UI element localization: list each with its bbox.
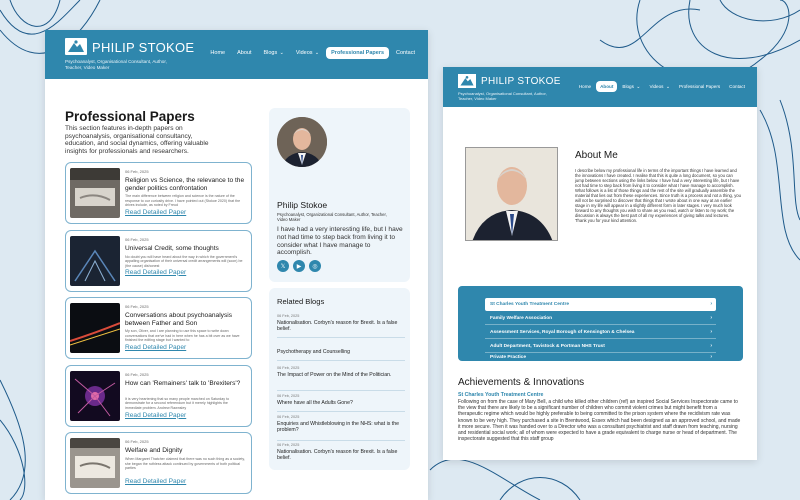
nav-videos[interactable]	[291, 47, 324, 59]
about-title: About Me	[575, 150, 618, 161]
read-paper-link[interactable]: Read Detailed Paper	[125, 268, 187, 276]
nav-about[interactable]: About	[237, 50, 252, 56]
achievements-subtitle: St Charles Youth Treatment Centre	[458, 392, 544, 398]
site-header	[443, 67, 757, 107]
career-menu-item[interactable]	[485, 354, 716, 361]
nav-contact[interactable]: Contact	[729, 83, 745, 89]
paper-list	[65, 162, 252, 500]
about-page	[443, 67, 757, 460]
achievements-text: Following on from the case of Mary Bell, a child who killed other children (ref) an inspired Social Services Inspectorate came to the view that there are likely to be a significant number of children who commit violent crimes but might benefit from a therapeutic regime which would be highly preferable to being committed to the prison system where the recidivism rate was known to be very high. They purchased a site in Brentwood, Essex which had been designed as an approved school, and made it more secure. Then it was handed over to a Director who was a consultant psychiatrist and staff drawn from teaching, nursing and residential social work; all of whom were expected to have a grade equivalent to charge nurse or head of department. The inspectorate suggested that this staff group	[458, 399, 741, 443]
read-paper-link[interactable]: Read Detailed Paper	[125, 344, 187, 351]
nav-home[interactable]: Home	[210, 50, 226, 56]
instagram-icon[interactable]: ◎	[309, 260, 321, 272]
avatar	[277, 117, 327, 167]
related-blog-date: 06 Feb, 2025	[277, 314, 300, 318]
career-menu-label: Private Practice	[490, 355, 527, 360]
paper-card[interactable]	[65, 297, 252, 359]
chevron-right-icon: ›	[710, 301, 712, 307]
chevron-down-icon: ⌄	[313, 50, 320, 56]
paper-thumbnail	[70, 438, 120, 488]
nav-professional-papers[interactable]: Professional Papers	[679, 83, 721, 89]
chevron-down-icon: ⌄	[278, 50, 284, 56]
read-paper-link[interactable]: Read Detailed Paper	[125, 478, 187, 485]
chevron-right-icon: ›	[710, 343, 712, 349]
related-blog-title[interactable]: Where have all the Adults Gone?	[277, 400, 353, 406]
professional-papers-page	[45, 30, 428, 500]
paper-date: 06 Feb, 2025	[125, 236, 149, 242]
divider	[277, 390, 405, 391]
related-blogs	[269, 288, 410, 470]
profile-card	[269, 108, 410, 282]
paper-thumbnail	[70, 303, 120, 353]
paper-card[interactable]	[65, 230, 252, 292]
youtube-icon[interactable]: ▶	[293, 260, 305, 272]
read-paper-link[interactable]: Read Detailed Paper	[125, 209, 187, 216]
nav-professional-papers[interactable]: Professional Papers	[326, 47, 389, 59]
related-blog-title[interactable]: Nationalisation. Corbyn's reason for Brexit. Is a false belief.	[277, 449, 398, 462]
paper-card[interactable]	[65, 162, 252, 224]
paper-excerpt: When Margaret Thatcher claimed that there was no such thing as a society, she began the ruthless attack continued by governments of both political parties	[125, 457, 245, 471]
related-blog-title[interactable]: Nationalisation. Corbyn's reason for Brexit. Is a false belief.	[277, 320, 398, 333]
nav-about[interactable]: About	[596, 81, 617, 92]
nav-blogs-label: Blogs	[263, 50, 278, 56]
chevron-right-icon: ›	[710, 315, 712, 321]
paper-card[interactable]	[65, 432, 252, 494]
paper-excerpt: It is very heartening that so many people marched on Saturday to demonstrate for a second referendum but it merely highlights the immediate problem. Andrew Rawnsley	[125, 396, 230, 410]
career-menu-item[interactable]	[485, 340, 716, 353]
main-nav	[203, 47, 420, 59]
career-menu-label: St Charles Youth Treatment Centre	[490, 302, 569, 307]
paper-title[interactable]: Religion vs Science, the relevance to the gender politics confrontation	[125, 177, 245, 192]
brand-name[interactable]: PHILIP STOKOE	[481, 76, 561, 87]
related-blog-item[interactable]	[277, 443, 405, 461]
paper-excerpt: The main difference between religion and science is the nature of the response to our curiosity drive. I have pointed out (Stokoe 2020) that the drives include, as noted by Freud	[125, 194, 241, 208]
related-blog-title[interactable]: The Impact of Power on the Mind of the Politician.	[277, 372, 392, 378]
profile-quote: I have had a very interesting life, but I have not had time to step back from living it to consider what I have manage to accomplish.	[277, 226, 403, 257]
paper-excerpt: No doubt you will have heard about the way in which the government's appalling organisation of their universal credit arrangements will (soon) be (the cause) dishonest	[125, 254, 243, 268]
nav-videos-label: Videos	[295, 50, 313, 56]
profile-roles: Psychoanalyst, Organizational Consultant, Author, Teacher, Video Maker	[277, 212, 387, 223]
nav-videos-label: Videos	[649, 83, 664, 89]
related-blog-date: 06 Feb, 2025	[277, 366, 300, 370]
career-menu-item[interactable]	[485, 326, 716, 339]
career-menu-label: Family Welfare Association	[490, 316, 553, 321]
read-paper-link[interactable]: Read Detailed Paper	[125, 411, 187, 419]
achievements-title: Achievements & Innovations	[458, 377, 585, 388]
nav-blogs[interactable]	[618, 81, 644, 92]
related-blog-date: 06 Feb, 2025	[277, 415, 300, 419]
paper-date: 06 Feb, 2025	[125, 371, 149, 377]
related-blog-date: 06 Feb, 2025	[277, 443, 300, 447]
about-text: I describe below my professional life in terms of the important things I have learned and the innovations I have created. I realise that this is quite a long document, so you can jump between sections using the links below. I have had a very interesting life, but I have not had time to step back from living it to consider what I have manage to accomplish. What follows is a list of those things and the rest of the site will gradually assemble the material that lies out from these experiences. Since truth is a process and not a thing, you will not be surprised to discover that things that I wrote about in one way at an earlier stage in my life will appear in a slightly different form in later stages. I very much look forward to any thoughts you wish to share as you read, watch or listen to my work; the discussion is always the best part of all my experiences of giving talks and lectures. Thank you for your kind attention.	[575, 168, 741, 223]
paper-title[interactable]: Welfare and Dignity	[125, 447, 183, 454]
social-links	[277, 260, 325, 272]
paper-card[interactable]	[65, 365, 252, 427]
related-blog-item[interactable]	[277, 314, 405, 332]
nav-contact[interactable]: Contact	[396, 50, 415, 56]
brand-tagline: Psychoanalyst, Organisational Consultant, Author, Teacher, Video Maker	[65, 59, 167, 70]
logo-icon[interactable]	[65, 38, 87, 55]
career-menu-label: Adult Department, Tavistock & Portman NHS Trust	[490, 344, 605, 349]
page-intro: This section features in-depth papers on psychoanalysis, organisational consultancy, education, and social dynamics, offering valuable insights for professionals and researchers.	[65, 125, 209, 155]
logo-icon[interactable]	[458, 74, 476, 88]
chevron-right-icon: ›	[710, 354, 712, 360]
nav-blogs-label: Blogs	[622, 83, 634, 89]
nav-videos[interactable]	[645, 81, 674, 92]
paper-thumbnail	[70, 168, 120, 218]
page-title: Professional Papers	[65, 109, 195, 124]
divider	[277, 440, 405, 441]
paper-date: 06 Feb, 2025	[125, 304, 149, 309]
related-blog-item[interactable]	[277, 366, 405, 378]
divider	[277, 411, 405, 412]
paper-thumbnail	[70, 236, 120, 286]
paper-title[interactable]: Conversations about psychoanalysis between Father and Son	[125, 312, 233, 327]
related-blog-title[interactable]: Psychotherapy and Counselling	[277, 349, 350, 355]
paper-title[interactable]: Universal Credit, some thoughts	[125, 244, 219, 252]
career-menu	[458, 286, 743, 361]
related-blog-item[interactable]	[277, 394, 405, 406]
paper-date: 06 Feb, 2025	[125, 439, 149, 444]
chevron-right-icon: ›	[710, 329, 712, 335]
portrait-photo	[465, 147, 558, 241]
related-blog-item[interactable]	[277, 347, 405, 355]
brand-tagline: Psychoanalyst, Organisational Consultant, Author, Teacher, Video Maker	[458, 91, 547, 101]
career-menu-item[interactable]	[485, 312, 716, 325]
paper-excerpt: My son, Oliver, and I are planning to use this space to write down conversations that we've had in here when he has a bit over as we have finished the editing stage but I wanted to	[125, 329, 240, 343]
career-menu-label: Assessment Services, Royal Borough of Kensington & Chelsea	[490, 330, 635, 335]
paper-thumbnail	[70, 371, 120, 421]
nav-blogs[interactable]	[258, 47, 288, 59]
related-blog-title[interactable]: Enquiries and Whistleblowing in the NHS: what is the problem?	[277, 421, 399, 434]
brand-name[interactable]: PHILIP STOKOE	[92, 40, 195, 55]
paper-title[interactable]: How can 'Remainers' talk to 'Brexiters'?	[125, 379, 241, 387]
divider	[277, 337, 405, 338]
profile-name: Philip Stokoe	[277, 200, 328, 210]
chevron-down-icon: ⌄	[664, 83, 671, 90]
main-nav	[574, 81, 749, 92]
x-icon[interactable]: 𝕏	[277, 260, 289, 272]
career-menu-item[interactable]	[485, 298, 716, 311]
paper-date: 06 Feb, 2025	[125, 169, 149, 174]
site-header	[45, 30, 428, 79]
divider	[277, 360, 405, 361]
chevron-down-icon: ⌄	[634, 83, 641, 90]
related-blogs-title: Related Blogs	[277, 297, 325, 306]
nav-home[interactable]: Home	[578, 83, 592, 89]
related-blog-date: 06 Feb, 2025	[277, 394, 300, 398]
related-blog-item[interactable]	[277, 415, 405, 433]
